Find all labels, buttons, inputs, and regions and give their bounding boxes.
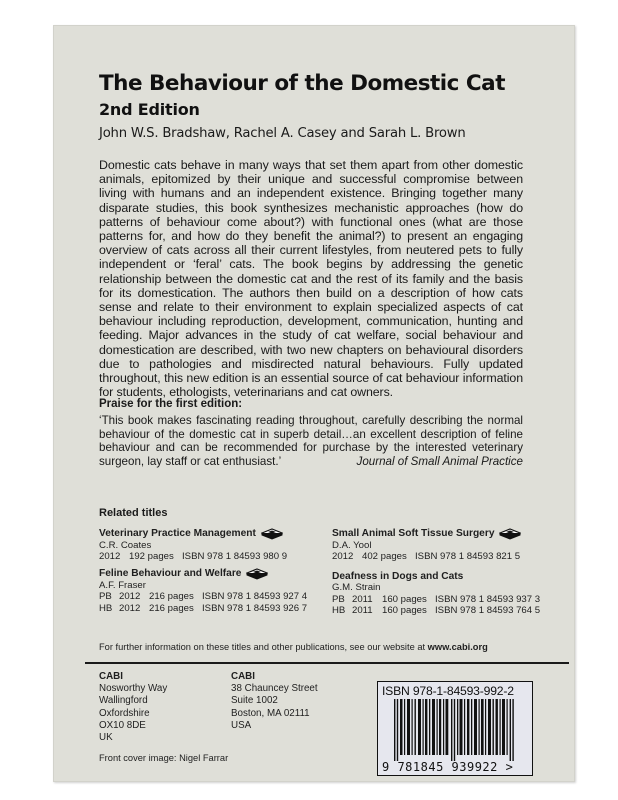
- cover-image-credit: Front cover image: Nigel Farrar: [99, 753, 229, 763]
- related-title-author: D.A. Yool: [332, 540, 372, 551]
- book-description: Domestic cats behave in many ways that set them apart from other domestic animals, epitomized by their unique and successful compromise between living with humans and an independent existence. Bringing together many disparate studies, this book synthesizes mechanistic approaches (how do patterns of behaviour come about?) with functional ones (what are those patterns for, and how do they benefit the animal?) to present an engaging overview of cats across all their current lifestyles, from neutered pets to fully independent or ‘feral’ cats. The book begins by addressing the genetic relationship between the domestic cat and the rest of its family and the basis for its domestication. The authors then build on a description of how cats sense and relate to their environment to explain specialized aspects of cat behaviour including reproduction, development, communication, hunting and feeding. Major advances in the study of cat welfare, social behaviour and domestication are described, with two new chapters on behavioural disorders due to pathologies and misdirected natural behaviours. Fully updated throughout, this new edition is an essential source of cat behaviour information for students, ethologists, veterinarians and cat owners.: [99, 158, 523, 400]
- further-info-text: For further information on these titles and other publications, see our website at: [99, 642, 428, 652]
- book-authors: John W.S. Bradshaw, Rachel A. Casey and Sarah L. Brown: [99, 126, 466, 141]
- related-title-edition-row: PB 2011 160 pages ISBN 978 1 84593 937 3: [332, 593, 541, 605]
- related-title-author: A.F. Fraser: [99, 580, 146, 591]
- praise-source: Journal of Small Animal Practice: [356, 454, 523, 468]
- website-link[interactable]: www.cabi.org: [427, 642, 488, 652]
- barcode-digits: 9 781845 939922 >: [382, 760, 514, 774]
- related-title-name: Veterinary Practice Management: [99, 528, 256, 540]
- isbn-label: ISBN 978-1-84593-992-2: [382, 684, 514, 698]
- address-uk: CABI Nosworthy Way Wallingford Oxfordshire OX10 8DE UK: [99, 671, 168, 744]
- related-title-name: Deafness in Dogs and Cats: [332, 571, 464, 582]
- address-us: CABI 38 Chauncey Street Suite 1002 Boston, MA 02111 USA: [231, 671, 318, 731]
- related-title-edition-row: HB 2012 216 pages ISBN 978 1 84593 926 7: [99, 602, 308, 614]
- book-icon: [261, 528, 283, 540]
- related-title-item: [99, 568, 307, 614]
- related-title-name: Small Animal Soft Tissue Surgery: [332, 528, 495, 540]
- related-title-author: C.R. Coates: [99, 540, 152, 551]
- related-title-edition-row: PB 2012 216 pages ISBN 978 1 84593 927 4: [99, 591, 308, 603]
- divider-rule: [85, 662, 569, 664]
- book-back-cover: [53, 25, 575, 782]
- related-title-edition-row: 2012 402 pages ISBN 978 1 84593 821 5: [332, 551, 521, 563]
- related-title-author: G.M. Strain: [332, 582, 381, 594]
- praise-quote: ‘This book makes fascinating reading throughout, carefully describing the normal behaviour of the domestic cat in superb detail…an excellent description of feline behaviour and can be recommended for purchase by the interested veterinary surgeon, lay staff or cat enthusiast.’: [99, 414, 523, 468]
- book-icon: [246, 568, 268, 580]
- book-icon: [499, 528, 521, 540]
- isbn-barcode: [377, 681, 533, 776]
- praise-block: [99, 414, 523, 468]
- related-title-item: [99, 528, 287, 563]
- related-title-item: [332, 571, 540, 617]
- related-title-edition-row: 2012 192 pages ISBN 978 1 84593 980 9: [99, 551, 288, 563]
- related-title-edition-row: HB 2011 160 pages ISBN 978 1 84593 764 5: [332, 605, 541, 617]
- praise-heading: Praise for the first edition:: [99, 398, 243, 410]
- related-title-name: Feline Behaviour and Welfare: [99, 568, 242, 580]
- related-titles-heading: Related titles: [99, 507, 168, 519]
- book-title: The Behaviour of the Domestic Cat: [99, 71, 505, 96]
- further-info: [99, 642, 488, 652]
- barcode-bars: [394, 699, 514, 761]
- related-title-item: [332, 528, 521, 563]
- book-edition: 2nd Edition: [99, 100, 200, 119]
